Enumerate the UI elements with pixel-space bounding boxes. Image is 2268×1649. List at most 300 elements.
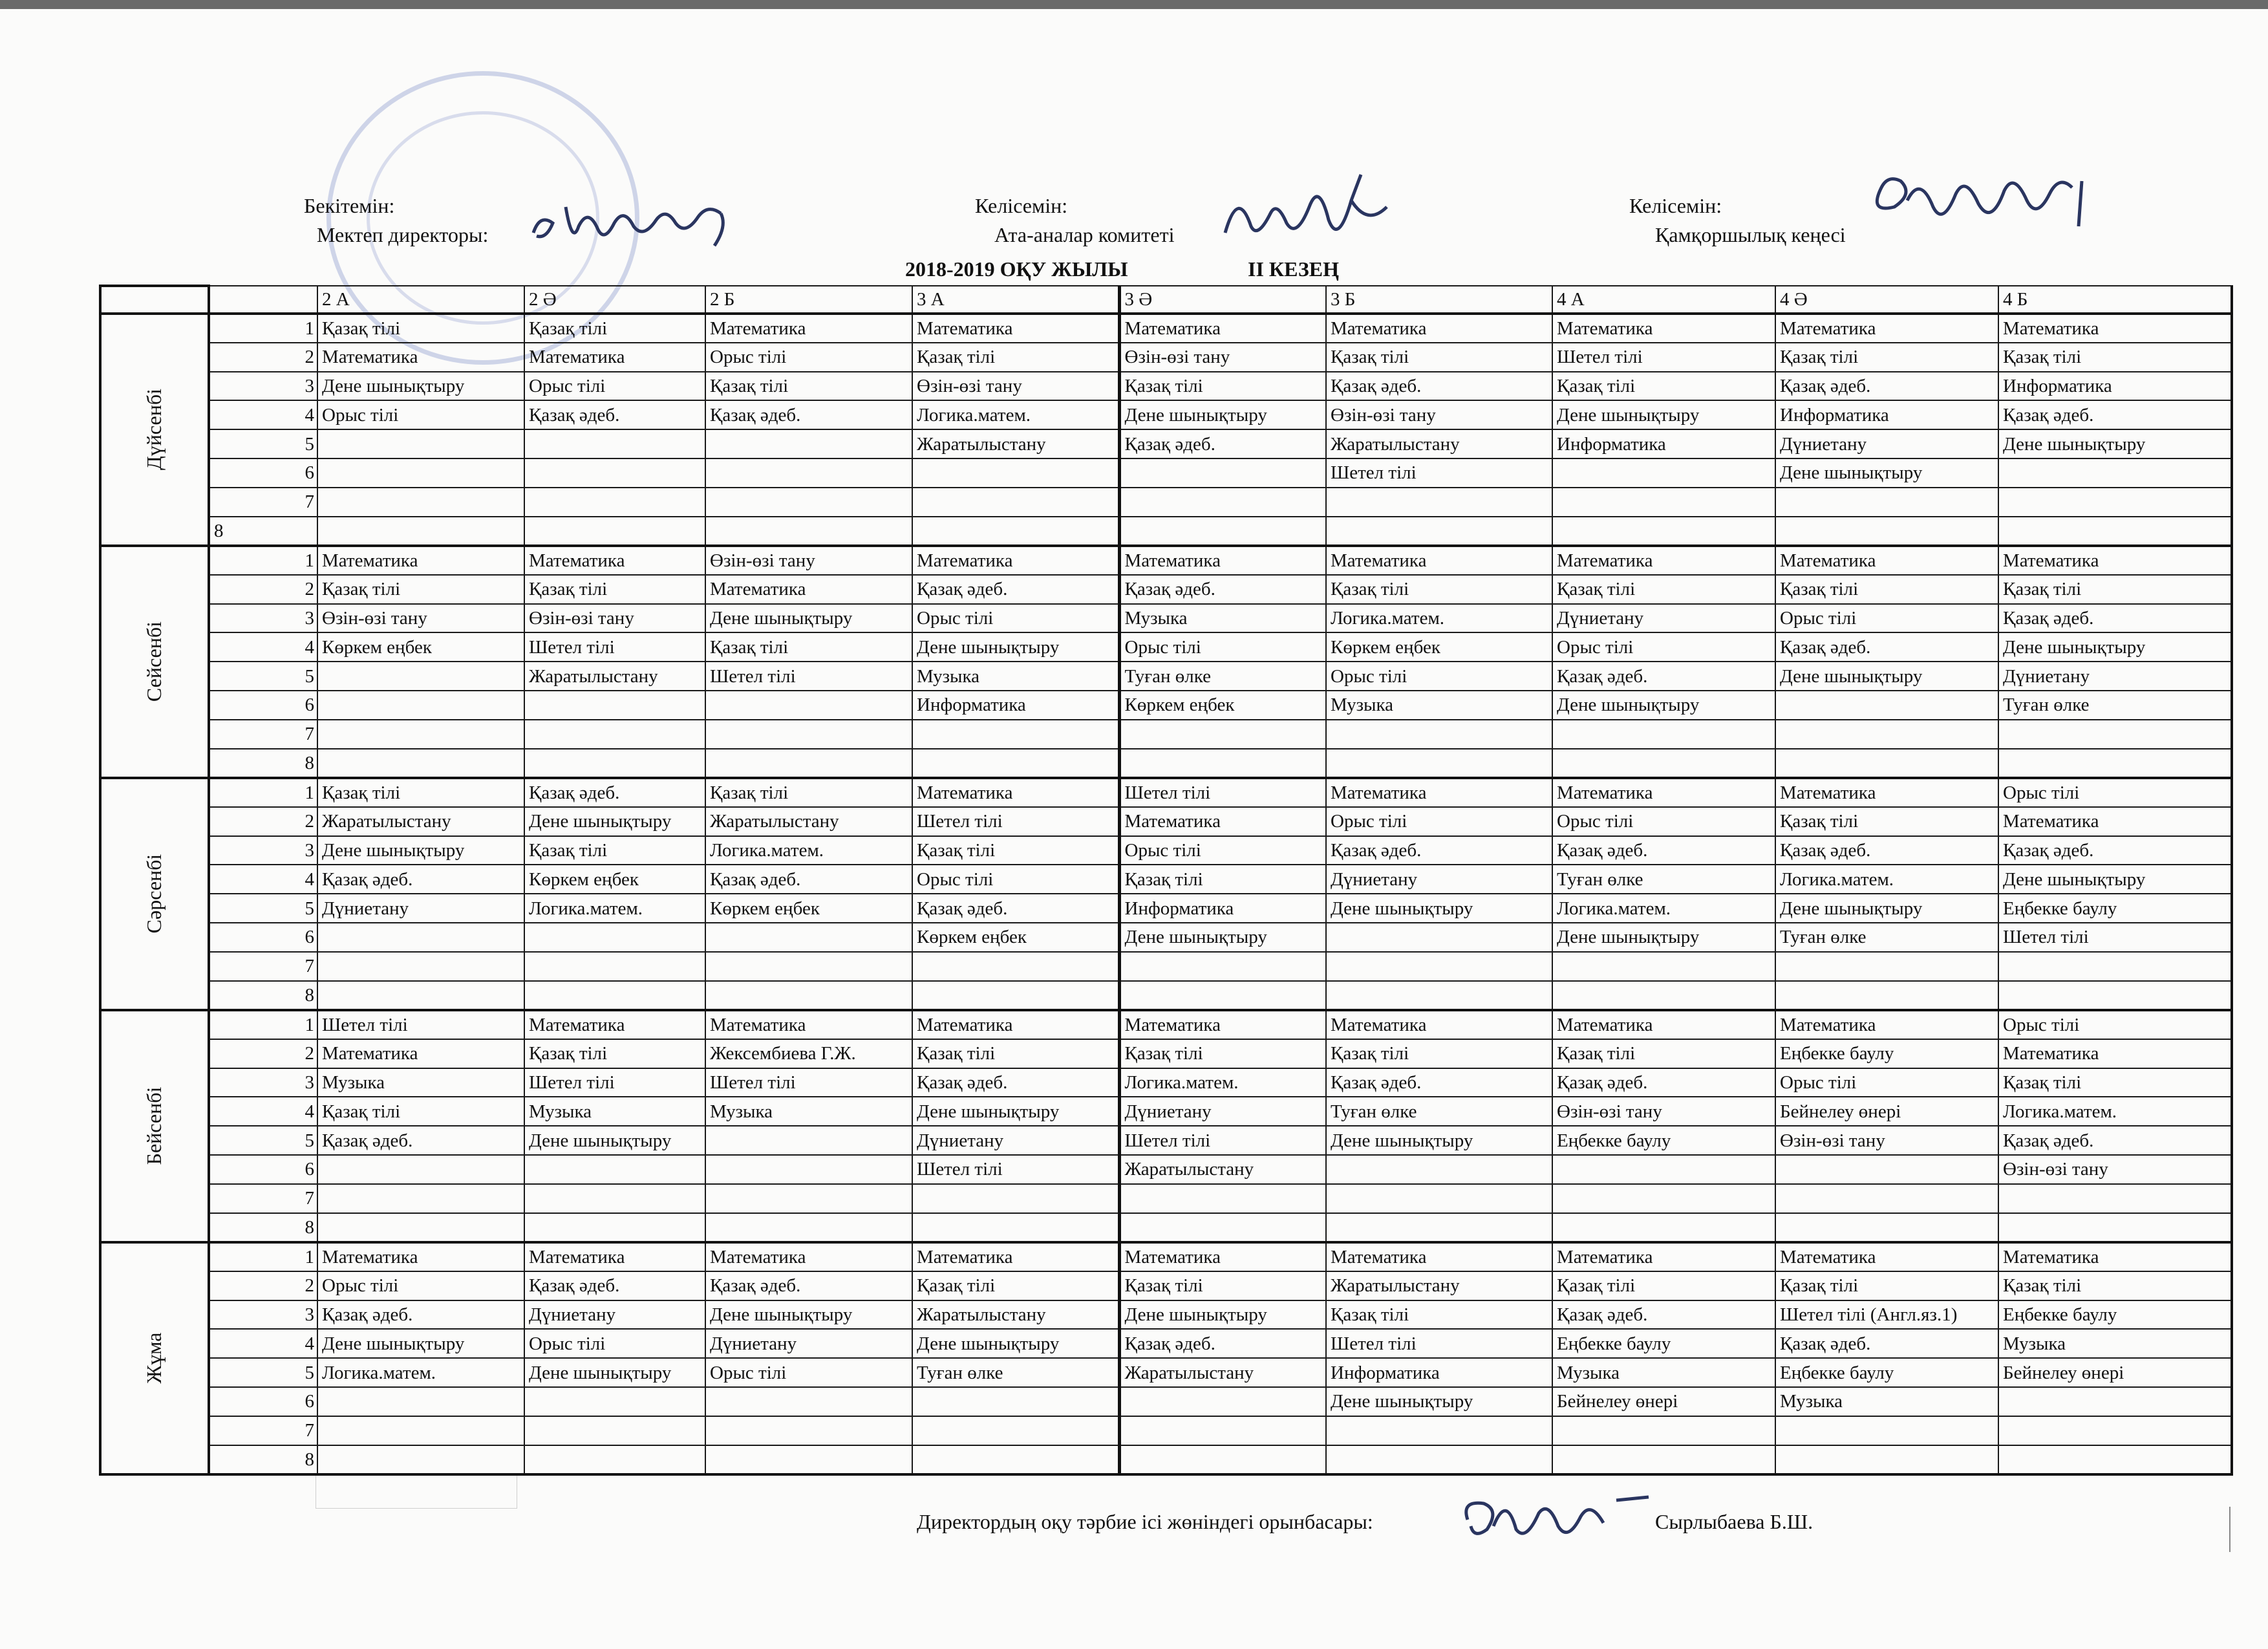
lesson-cell: Шетел тілі (1119, 1126, 1326, 1155)
lesson-cell: Қазақ тілі (1775, 807, 1998, 836)
lesson-cell: Музыка (317, 1068, 524, 1097)
lesson-cell: Қазақ әдеб. (912, 575, 1119, 604)
lesson-cell (317, 1184, 524, 1213)
lesson-cell (317, 662, 524, 691)
lesson-cell: Қазақ тілі (1552, 372, 1775, 401)
lesson-cell: Информатика (1326, 1358, 1552, 1387)
lesson-cell (705, 1445, 912, 1474)
lesson-cell: Информатика (1119, 894, 1326, 923)
lesson-cell: Информатика (1998, 372, 2232, 401)
lesson-row (100, 1068, 2232, 1097)
lesson-cell: Математика (317, 1242, 524, 1271)
lesson-cell: Қазақ әдеб. (1775, 836, 1998, 865)
lesson-cell: Шетел тілі (317, 1010, 524, 1039)
lesson-number: 3 (209, 1300, 317, 1330)
lesson-cell (524, 952, 705, 981)
lesson-cell (1119, 952, 1326, 981)
lesson-cell: Логика.матем. (1998, 1097, 2232, 1126)
lesson-cell: Қазақ тілі (317, 778, 524, 807)
lesson-cell: Дүниетану (1119, 1097, 1326, 1126)
lesson-cell: Шетел тілі (524, 1068, 705, 1097)
lesson-cell: Қазақ тілі (912, 836, 1119, 865)
lesson-number: 2 (209, 1271, 317, 1300)
lesson-row (100, 400, 2232, 429)
lesson-cell: Туған өлке (1998, 691, 2232, 720)
scan-margin-line (2229, 1507, 2231, 1552)
class-header: 4 Ә (1775, 286, 1998, 314)
lesson-cell (524, 1213, 705, 1242)
lesson-cell: Орыс тілі (912, 604, 1119, 633)
lesson-cell (705, 952, 912, 981)
lesson-cell: Қазақ тілі (1119, 1271, 1326, 1300)
lesson-cell: Қазақ әдеб. (1326, 372, 1552, 401)
lesson-cell (1552, 1416, 1775, 1445)
lesson-number: 6 (209, 1387, 317, 1416)
lesson-number: 8 (209, 749, 317, 778)
lesson-cell: Математика (1552, 314, 1775, 343)
lesson-row (100, 1155, 2232, 1184)
lesson-cell: Жаратылыстану (1119, 1155, 1326, 1184)
lesson-cell: Музыка (705, 1097, 912, 1126)
lesson-row (100, 981, 2232, 1010)
lesson-cell (1998, 1445, 2232, 1474)
lesson-cell (705, 720, 912, 749)
lesson-cell: Музыка (912, 662, 1119, 691)
deputy-signature (1455, 1481, 1662, 1552)
lesson-cell (317, 1155, 524, 1184)
day-name: Жұма (142, 1332, 166, 1384)
lesson-row (100, 1126, 2232, 1155)
lesson-cell (912, 720, 1119, 749)
lesson-cell: Математика (912, 546, 1119, 575)
lesson-cell: Қазақ әдеб. (1552, 836, 1775, 865)
lesson-cell: Шетел тілі (912, 1155, 1119, 1184)
lesson-cell: Математика (705, 314, 912, 343)
lesson-cell (1552, 981, 1775, 1010)
lesson-cell: Математика (317, 546, 524, 575)
lesson-cell: Математика (1552, 778, 1775, 807)
lesson-cell: Музыка (1326, 691, 1552, 720)
lesson-cell (1775, 691, 1998, 720)
lesson-cell (1775, 1184, 1998, 1213)
lesson-cell: Математика (1775, 778, 1998, 807)
lesson-cell: Математика (1326, 314, 1552, 343)
lesson-cell: Информатика (1552, 429, 1775, 458)
lesson-number: 5 (209, 894, 317, 923)
lesson-cell (912, 488, 1119, 517)
lesson-row (100, 778, 2232, 807)
lesson-cell: Орыс тілі (705, 343, 912, 372)
lesson-cell: Математика (1119, 314, 1326, 343)
lesson-cell (705, 1184, 912, 1213)
lesson-cell: Дене шынықтыру (524, 1358, 705, 1387)
lesson-cell (705, 923, 912, 952)
lesson-cell (1552, 458, 1775, 488)
lesson-cell (1552, 1213, 1775, 1242)
lesson-number: 2 (209, 807, 317, 836)
lesson-cell (705, 1416, 912, 1445)
lesson-cell: Математика (1998, 314, 2232, 343)
lesson-cell (524, 429, 705, 458)
lesson-cell (1552, 720, 1775, 749)
lesson-number: 8 (209, 517, 317, 546)
lesson-cell: Орыс тілі (524, 1329, 705, 1358)
lesson-cell: Өзін-өзі тану (705, 546, 912, 575)
lesson-cell: Информатика (1775, 400, 1998, 429)
lesson-number: 3 (209, 372, 317, 401)
lesson-cell: Туған өлке (912, 1358, 1119, 1387)
lesson-cell: Қазақ тілі (1552, 1271, 1775, 1300)
lesson-cell: Математика (912, 778, 1119, 807)
lesson-cell: Математика (1326, 546, 1552, 575)
lesson-cell (524, 1184, 705, 1213)
lesson-cell: Қазақ әдеб. (1998, 400, 2232, 429)
lesson-cell: Математика (1998, 807, 2232, 836)
lesson-cell (1775, 517, 1998, 546)
lesson-cell: Қазақ тілі (1119, 865, 1326, 894)
lesson-cell: Қазақ әдеб. (1119, 575, 1326, 604)
lesson-cell: Көркем еңбек (705, 894, 912, 923)
lesson-cell: Математика (317, 1039, 524, 1068)
lesson-cell: Қазақ тілі (1119, 372, 1326, 401)
lesson-cell: Дене шынықтыру (1552, 400, 1775, 429)
lesson-cell: Математика (1326, 1010, 1552, 1039)
lesson-cell (1552, 517, 1775, 546)
lesson-cell (912, 749, 1119, 778)
lesson-cell: Қазақ әдеб. (1775, 372, 1998, 401)
lesson-cell: Туған өлке (1326, 1097, 1552, 1126)
lesson-cell: Қазақ тілі (705, 372, 912, 401)
lesson-cell (705, 749, 912, 778)
lesson-cell: Қазақ әдеб. (1326, 1068, 1552, 1097)
period-title: II КЕЗЕҢ (1248, 257, 1339, 281)
class-header: 2 Б (705, 286, 912, 314)
lesson-cell (1998, 952, 2232, 981)
lesson-cell: Қазақ әдеб. (1326, 836, 1552, 865)
lesson-cell: Қазақ әдеб. (317, 1300, 524, 1330)
lesson-number: 3 (209, 1068, 317, 1097)
lesson-row (100, 314, 2232, 343)
lesson-cell: Орыс тілі (317, 1271, 524, 1300)
lesson-cell: Логика.матем. (1775, 865, 1998, 894)
lesson-cell: Дене шынықтыру (1119, 400, 1326, 429)
lesson-cell (1326, 517, 1552, 546)
lesson-cell (317, 691, 524, 720)
lesson-cell (912, 952, 1119, 981)
lesson-row (100, 429, 2232, 458)
lesson-number: 1 (209, 314, 317, 343)
lesson-cell: Логика.матем. (912, 400, 1119, 429)
lesson-cell: Музыка (1552, 1358, 1775, 1387)
lesson-cell: Өзін-өзі тану (317, 604, 524, 633)
lesson-cell: Математика (1326, 1242, 1552, 1271)
timetable (99, 285, 2233, 1476)
lesson-cell (317, 1445, 524, 1474)
lesson-cell (1119, 749, 1326, 778)
lesson-cell: Қазақ тілі (912, 343, 1119, 372)
lesson-cell: Жаратылыстану (524, 662, 705, 691)
lesson-cell (1326, 923, 1552, 952)
lesson-cell (317, 488, 524, 517)
lesson-row (100, 894, 2232, 923)
approved-label: Бекітемін: (304, 194, 395, 217)
lesson-number: 2 (209, 1039, 317, 1068)
lesson-row (100, 517, 2232, 546)
lesson-cell: Орыс тілі (912, 865, 1119, 894)
lesson-row (100, 1010, 2232, 1039)
lesson-cell: Математика (912, 314, 1119, 343)
lesson-cell: Дене шынықтыру (317, 836, 524, 865)
lesson-cell (524, 981, 705, 1010)
lesson-cell: Қазақ тілі (1775, 575, 1998, 604)
lesson-row (100, 720, 2232, 749)
lesson-row (100, 749, 2232, 778)
lesson-row (100, 1097, 2232, 1126)
lesson-cell: Шетел тілі (1119, 778, 1326, 807)
lesson-number: 7 (209, 952, 317, 981)
lesson-cell: Шетел тілі (705, 1068, 912, 1097)
lesson-cell: Бейнелеу өнері (1998, 1358, 2232, 1387)
lesson-row (100, 1387, 2232, 1416)
class-header: 3 Б (1326, 286, 1552, 314)
lesson-cell: Математика (1119, 807, 1326, 836)
lesson-cell: Математика (524, 1242, 705, 1271)
lesson-cell: Дүниетану (1998, 662, 2232, 691)
parents-committee-label: Ата-аналар комитеті (994, 223, 1175, 246)
lesson-cell (1775, 1155, 1998, 1184)
trustees-label: Қамқоршылық кеңесі (1655, 223, 1846, 246)
lesson-cell: Қазақ тілі (705, 778, 912, 807)
lesson-cell (524, 488, 705, 517)
lesson-cell (317, 1213, 524, 1242)
lesson-cell: Математика (912, 1010, 1119, 1039)
lesson-cell: Математика (705, 1242, 912, 1271)
lesson-cell: Логика.матем. (317, 1358, 524, 1387)
class-header: 4 Б (1998, 286, 2232, 314)
lesson-cell (1119, 981, 1326, 1010)
lesson-cell: Жаратылыстану (705, 807, 912, 836)
lesson-cell (1326, 720, 1552, 749)
lesson-cell (1119, 1445, 1326, 1474)
lesson-cell (1326, 952, 1552, 981)
lesson-cell: Математика (1552, 1242, 1775, 1271)
lesson-cell (524, 720, 705, 749)
lesson-cell: Орыс тілі (317, 400, 524, 429)
lesson-cell (1326, 749, 1552, 778)
lesson-cell (1775, 981, 1998, 1010)
lesson-number: 4 (209, 865, 317, 894)
lesson-cell: Дене шынықтыру (1552, 691, 1775, 720)
lesson-row (100, 1271, 2232, 1300)
lesson-cell (317, 1416, 524, 1445)
lesson-cell: Орыс тілі (1326, 807, 1552, 836)
school-year-title: 2018-2019 ОҚУ ЖЫЛЫ (905, 257, 1128, 281)
lesson-cell: Музыка (524, 1097, 705, 1126)
lesson-cell: Дене шынықтыру (1326, 1126, 1552, 1155)
lesson-cell (317, 517, 524, 546)
lesson-number: 2 (209, 343, 317, 372)
lesson-cell: Қазақ әдеб. (912, 1068, 1119, 1097)
lesson-row (100, 632, 2232, 662)
lesson-cell: Дене шынықтыру (1119, 923, 1326, 952)
lesson-cell (1552, 1155, 1775, 1184)
lesson-cell (1998, 749, 2232, 778)
lesson-cell: Орыс тілі (1552, 632, 1775, 662)
lesson-cell: Математика (1998, 546, 2232, 575)
lesson-number: 4 (209, 632, 317, 662)
lesson-row (100, 372, 2232, 401)
lesson-cell: Дене шынықтыру (705, 1300, 912, 1330)
lesson-number: 5 (209, 1126, 317, 1155)
lesson-cell: Дене шынықтыру (1775, 662, 1998, 691)
scan-edge (0, 0, 2268, 9)
lesson-cell: Көркем еңбек (1119, 691, 1326, 720)
lesson-cell: Жаратылыстану (1326, 1271, 1552, 1300)
lesson-cell: Жаратылыстану (1119, 1358, 1326, 1387)
lesson-cell (1552, 1445, 1775, 1474)
lesson-cell: Орыс тілі (1119, 836, 1326, 865)
lesson-cell (524, 1416, 705, 1445)
lesson-cell: Қазақ әдеб. (912, 894, 1119, 923)
lesson-row (100, 488, 2232, 517)
class-header-row (100, 286, 2232, 314)
lesson-cell: Дүниетану (1326, 865, 1552, 894)
lesson-cell: Дене шынықтыру (317, 1329, 524, 1358)
lesson-cell: Математика (1119, 546, 1326, 575)
lesson-cell: Қазақ тілі (1998, 343, 2232, 372)
lesson-number: 1 (209, 1010, 317, 1039)
lesson-cell: Математика (1119, 1242, 1326, 1271)
lesson-cell (317, 749, 524, 778)
lesson-cell: Өзін-өзі тану (1119, 343, 1326, 372)
lesson-cell: Дене шынықтыру (1998, 429, 2232, 458)
trustees-signature (1862, 155, 2108, 252)
lesson-cell: Өзін-өзі тану (1326, 400, 1552, 429)
lesson-cell: Дене шынықтыру (1326, 1387, 1552, 1416)
lesson-row (100, 546, 2232, 575)
lesson-cell: Бейнелеу өнері (1552, 1387, 1775, 1416)
lesson-cell: Қазақ әдеб. (524, 778, 705, 807)
lesson-cell: Қазақ тілі (1326, 1300, 1552, 1330)
lesson-cell (1775, 952, 1998, 981)
lesson-row (100, 836, 2232, 865)
lesson-cell: Логика.матем. (1119, 1068, 1326, 1097)
lesson-number: 6 (209, 923, 317, 952)
lesson-row (100, 604, 2232, 633)
lesson-cell: Математика (1775, 1242, 1998, 1271)
lesson-cell: Дүниетану (524, 1300, 705, 1330)
lesson-cell: Қазақ тілі (705, 632, 912, 662)
lesson-number: 7 (209, 720, 317, 749)
lesson-number: 4 (209, 400, 317, 429)
lesson-cell: Математика (1552, 1010, 1775, 1039)
lesson-cell (1552, 952, 1775, 981)
lesson-cell: Қазақ әдеб. (1775, 1329, 1998, 1358)
class-header: 3 А (912, 286, 1119, 314)
lesson-cell: Қазақ тілі (524, 1039, 705, 1068)
lesson-cell: Дене шынықтыру (1775, 894, 1998, 923)
lesson-cell: Орыс тілі (1998, 1010, 2232, 1039)
lesson-cell: Қазақ тілі (524, 575, 705, 604)
lesson-row (100, 662, 2232, 691)
lesson-cell: Еңбекке баулу (1552, 1329, 1775, 1358)
lesson-cell: Қазақ әдеб. (317, 865, 524, 894)
lesson-cell: Дене шынықтыру (317, 372, 524, 401)
lesson-row (100, 343, 2232, 372)
lesson-cell (317, 720, 524, 749)
lesson-cell: Қазақ әдеб. (1552, 1300, 1775, 1330)
lesson-cell (1998, 1416, 2232, 1445)
lesson-cell: Дүниетану (1552, 604, 1775, 633)
lesson-row (100, 1329, 2232, 1358)
lesson-cell: Жаратылыстану (317, 807, 524, 836)
lesson-cell: Еңбекке баулу (1998, 894, 2232, 923)
lesson-cell: Математика (524, 546, 705, 575)
lesson-cell: Қазақ тілі (1775, 343, 1998, 372)
lesson-cell (912, 1387, 1119, 1416)
lesson-cell: Шетел тілі (1326, 1329, 1552, 1358)
lesson-cell (705, 1387, 912, 1416)
lesson-row (100, 952, 2232, 981)
lesson-cell: Математика (524, 1010, 705, 1039)
lesson-cell: Өзін-өзі тану (1552, 1097, 1775, 1126)
lesson-row (100, 1039, 2232, 1068)
lesson-cell (1119, 517, 1326, 546)
lesson-cell: Туған өлке (1119, 662, 1326, 691)
day-cell (100, 1010, 209, 1242)
lesson-cell: Дене шынықтыру (705, 604, 912, 633)
lesson-cell: Шетел тілі (1998, 923, 2232, 952)
lesson-cell: Қазақ әдеб. (317, 1126, 524, 1155)
lesson-cell: Қазақ тілі (1119, 1039, 1326, 1068)
lesson-cell: Қазақ әдеб. (524, 400, 705, 429)
lesson-cell (705, 488, 912, 517)
lesson-number: 3 (209, 604, 317, 633)
day-name: Сейсенбі (142, 621, 166, 702)
lesson-cell: Қазақ тілі (524, 314, 705, 343)
lesson-cell (524, 1445, 705, 1474)
lesson-cell (1326, 1213, 1552, 1242)
lesson-cell: Қазақ тілі (524, 836, 705, 865)
lesson-cell: Орыс тілі (1775, 1068, 1998, 1097)
lesson-cell: Қазақ әдеб. (1552, 662, 1775, 691)
lesson-number: 2 (209, 575, 317, 604)
lesson-cell (1119, 1184, 1326, 1213)
lesson-cell (1775, 749, 1998, 778)
lesson-cell: Дүниетану (1775, 429, 1998, 458)
director-label: Мектеп директоры: (317, 223, 489, 246)
lesson-cell (317, 952, 524, 981)
lesson-cell (524, 1155, 705, 1184)
lesson-cell: Еңбекке баулу (1998, 1300, 2232, 1330)
lesson-cell: Қазақ әдеб. (705, 1271, 912, 1300)
lesson-number: 4 (209, 1329, 317, 1358)
lesson-number: 8 (209, 981, 317, 1010)
lesson-cell: Математика (1119, 1010, 1326, 1039)
lesson-cell (705, 1126, 912, 1155)
lesson-cell: Дене шынықтыру (1119, 1300, 1326, 1330)
lesson-cell (1326, 981, 1552, 1010)
lesson-cell: Математика (1998, 1039, 2232, 1068)
lesson-cell: Математика (524, 343, 705, 372)
lesson-cell (705, 981, 912, 1010)
agreed-label-2: Келісемін: (1629, 194, 1722, 217)
day-name: Дүйсенбі (142, 389, 166, 471)
lesson-cell: Математика (317, 343, 524, 372)
lesson-number: 6 (209, 691, 317, 720)
table-underhang (316, 1476, 517, 1509)
lesson-number: 1 (209, 778, 317, 807)
